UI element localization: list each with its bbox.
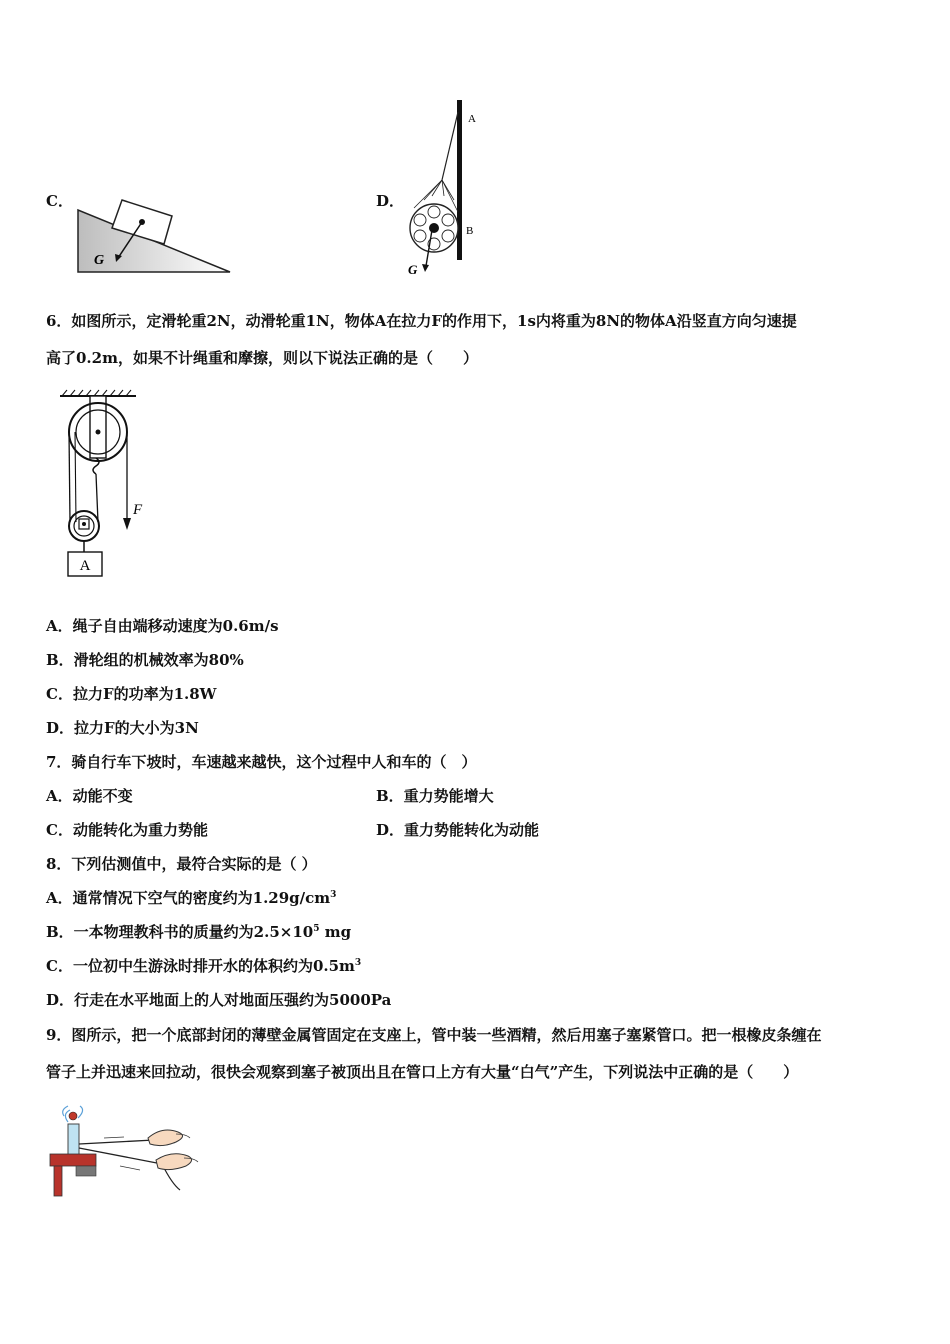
force-label: F — [133, 502, 143, 518]
q6-stem-line1: 6．如图所示，定滑轮重2N，动滑轮重1N，物体A在拉力F的作用下，1s内将重为8N的物体A沿竖直方向匀速提 — [46, 312, 797, 330]
q8-option-a: A．通常情况下空气的密度约为$1.29g/cm^3$ — [46, 889, 337, 907]
rubber-band-upper — [79, 1140, 154, 1144]
q6-option-d: D．拉力F的大小为3N — [46, 719, 199, 737]
q7-stem: 7．骑自行车下坡时，车速越来越快，这个过程中人和车的（ ） — [46, 753, 477, 771]
q8-option-d: D．行走在水平地面上的人对地面压强约为5000Pa — [46, 991, 392, 1009]
force-label: G — [408, 262, 418, 276]
q9-stem-line2: 管子上并迅速来回拉动，很快会观察到塞子被顶出且在管口上方有大量“白气”产生，下列说法中正确的是（ ） — [46, 1063, 799, 1081]
q6-option-c: C．拉力F的功率为1.8W — [46, 685, 217, 703]
hanging-ball-figure — [400, 96, 490, 276]
hand-lower — [156, 1154, 192, 1170]
rope — [442, 112, 458, 180]
stand-leg — [54, 1166, 62, 1196]
stand-top — [50, 1154, 96, 1166]
point-b-label: B — [466, 225, 474, 237]
option-d-label: D． — [376, 192, 405, 210]
hand-upper — [148, 1130, 183, 1146]
incline-figure — [70, 188, 240, 278]
q7-option-c: C．动能转化为重力势能 — [46, 821, 208, 839]
q9-stem-line1: 9．图所示，把一个底部封闭的薄壁金属管固定在支座上，管中装一些酒精，然后用塞子塞紧管口。把一根橡皮条缠在 — [46, 1026, 822, 1044]
q7-option-b: B．重力势能增大 — [376, 787, 494, 805]
q8-option-b: B．一本物理教科书的质量约为$2.5\times 10^5$ mg — [46, 923, 352, 941]
q7-option-d: D．重力势能转化为动能 — [376, 821, 540, 839]
wall — [457, 100, 462, 260]
q8-option-c: C．一位初中生游泳时排开水的体积约为$0.5m^3$ — [46, 957, 362, 975]
option-c-label: C． — [46, 192, 73, 210]
force-arrow-head — [123, 518, 131, 530]
force-label: G — [94, 253, 105, 268]
metal-tube-figure — [44, 1104, 204, 1204]
q6-option-a: A．绳子自由端移动速度为0.6m/s — [46, 617, 279, 635]
stopper — [69, 1112, 77, 1120]
point-a-label: A — [468, 113, 476, 125]
q6-stem-line2: 高了0.2m，如果不计绳重和摩擦，则以下说法正确的是（ ） — [46, 349, 478, 367]
q8-stem: 8．下列估测值中，最符合实际的是（ ） — [46, 855, 317, 873]
q7-option-a: A．动能不变 — [46, 787, 133, 805]
q6-option-b: B．滑轮组的机械效率为80% — [46, 651, 244, 669]
block-label: A — [79, 558, 91, 574]
pulley-figure — [50, 388, 160, 588]
pulley-frame — [90, 396, 106, 458]
